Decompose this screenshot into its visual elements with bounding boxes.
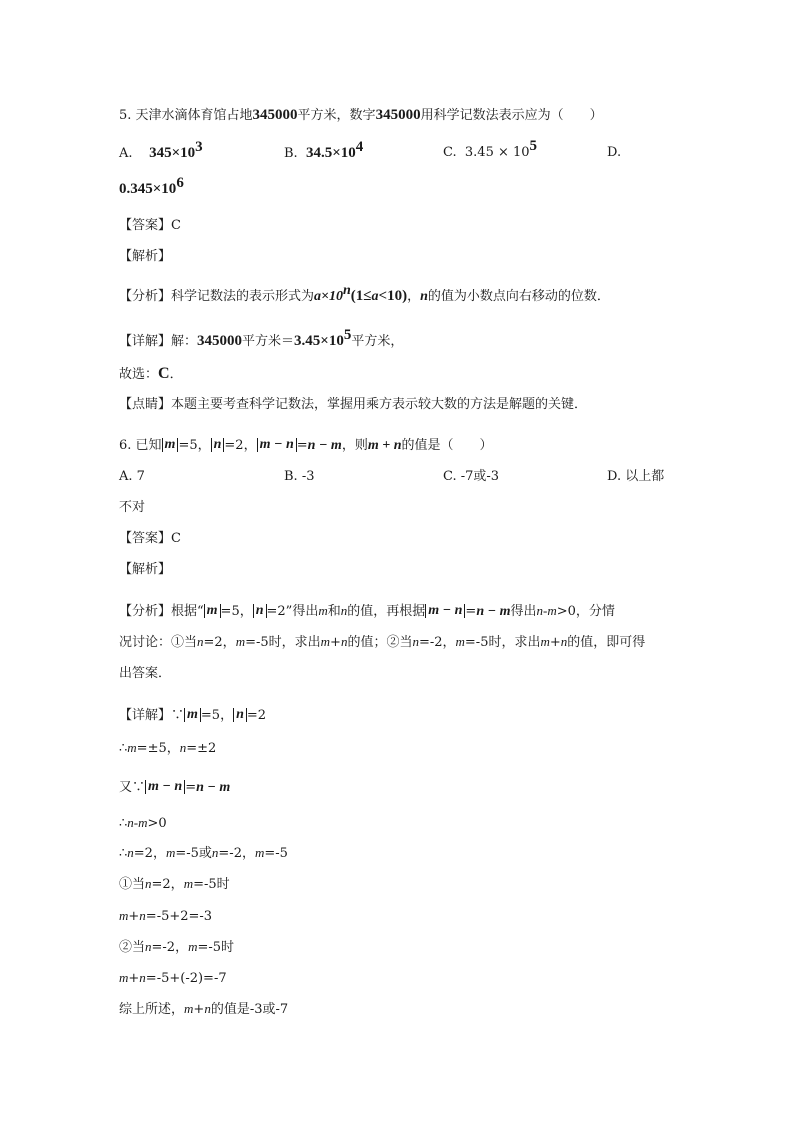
q6-option-b: B. -3 [284,469,315,484]
q6-option-d: D. 以上都 [607,469,665,484]
q6-stem: 6. 已知 m =5， n =2， m − n =n − m，则m + n的值是（ ） [119,437,493,453]
q6-analysis-line1: 【分析】根据“ m =5， n =2”得出m和n的值，再根据 m − n =n − m得出n-m>0，分情 [119,603,615,619]
q5-option-b: B. $34.5\times 10^4$ [284,139,364,161]
q5-option-d: D. [607,145,622,160]
q5-stem: 5. 天津水滴体育馆占地345000平方米，数字345000用科学记数法表示应为（ ） [119,107,603,123]
q6-step-3: ∴n-m>0 [119,815,167,831]
q5-analysis: 【分析】科学记数法的表示形式为$a\times 10^n(1\le a<10)$，n的值为小数点向右移动的位数． [119,283,610,304]
q6-summary: 综上所述，m+n的值是-3或-7 [119,1001,289,1017]
q5-option-a: A. $345\times 10^3$ [119,139,203,161]
q5-detail: 【详解】解：345000平方米$=3.45\times 10^5$平方米， [119,327,404,349]
q5-option-c: C. $3.45 \times 10^5$ [443,138,538,160]
q6-analysis-line3: 出答案． [119,666,172,681]
q5-choice: 故选：C． [119,365,183,382]
q6-case-2-calc: m+n=-5+(-2)=-7 [119,970,227,986]
q6-step-4: ∴n=2，m=-5或n=-2，m=-5 [119,845,288,861]
q6-step-1: ∴m=±5，n=±2 [119,740,217,756]
q6-case-1: ①当n=2，m=-5时 [119,876,230,892]
q6-analysis-line2: 况讨论：①当n=2，m=-5时，求出m+n的值；②当n=-2，m=-5时，求出m+n的值，即可得 [119,634,646,650]
q6-detail: 【详解】∵ m =5， n =2 [119,707,267,723]
q5-comment: 【点睛】本题主要考查科学记数法，掌握用乘方表示较大数的方法是解题的关键． [119,397,588,412]
q6-answer: 【答案】C [119,531,181,546]
q6-option-d-cont: 不对 [119,500,146,515]
q6-case-1-calc: m+n=-5+2=-3 [119,908,213,924]
q5-option-d-value: $0.345\times 10^6$ [119,175,184,197]
q6-option-a: A. 7 [119,469,145,484]
q6-case-2: ②当n=-2，m=-5时 [119,939,235,955]
q6-option-c: C. -7或-3 [443,469,500,484]
q6-step-2: 又∵ m − n =n − m [119,779,231,795]
q5-answer: 【答案】C [119,218,181,233]
q5-jiexi: 【解析】 [119,249,172,264]
q6-jiexi: 【解析】 [119,562,172,577]
